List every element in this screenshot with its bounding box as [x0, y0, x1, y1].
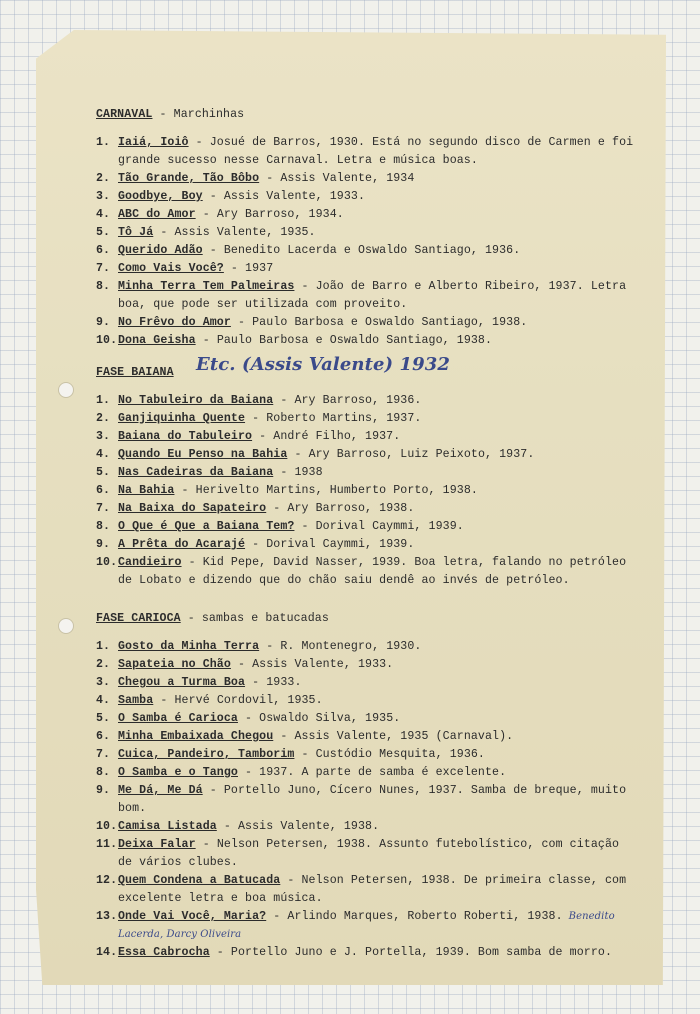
list-item [96, 554, 636, 590]
handwritten-note: Etc. (Assis Valente) 1932 [196, 354, 451, 375]
list-item [96, 638, 636, 656]
song-details: - Dorival Caymmi, 1939. [245, 538, 415, 551]
list-item [96, 428, 636, 446]
punch-hole [58, 618, 74, 634]
item-text [118, 314, 636, 332]
list-item [96, 944, 636, 962]
item-text [118, 206, 636, 224]
song-title: Na Bahia [118, 484, 175, 497]
song-title: Minha Embaixada Chegou [118, 730, 274, 743]
song-details: - Josué de Barros, 1930. Está no segundo disco de Carmen e foi grande sucesso nesse Carnaval. Letra e música boas. [118, 136, 634, 167]
song-details: - 1937 [223, 262, 274, 275]
song-details: - Nelson Petersen, 1938. Assunto futebolístico, com citação de vários clubes. [118, 838, 620, 869]
list-item [96, 206, 636, 224]
item-number: 3. [96, 430, 111, 443]
item-number: 6. [96, 484, 111, 497]
song-title: Cuica, Pandeiro, Tamborim [118, 748, 295, 761]
item-number: 8. [96, 520, 111, 533]
item-text [118, 428, 636, 446]
song-details: - Hervé Cordovil, 1935. [153, 694, 323, 707]
list-item [96, 710, 636, 728]
item-number: 10. [96, 334, 118, 347]
item-number: 1. [96, 394, 111, 407]
song-title: Quem Condena a Batucada [118, 874, 281, 887]
item-text [118, 746, 636, 764]
song-details: - Assis Valente, 1935 (Carnaval). [273, 730, 514, 743]
song-details: - Oswaldo Silva, 1935. [237, 712, 401, 725]
list-item [96, 908, 636, 944]
song-title: Minha Terra Tem Palmeiras [118, 280, 295, 293]
song-details: - 1933. [245, 676, 302, 689]
item-text [118, 500, 636, 518]
typed-text [96, 100, 636, 962]
list-item [96, 536, 636, 554]
item-text [118, 782, 636, 818]
item-text [118, 278, 636, 314]
item-text [118, 764, 636, 782]
item-text [118, 260, 636, 278]
item-text [118, 392, 636, 410]
song-title: O Samba e o Tango [118, 766, 238, 779]
item-text [118, 818, 636, 836]
item-text [118, 638, 636, 656]
item-text [118, 242, 636, 260]
song-details: - Benedito Lacerda e Oswaldo Santiago, 1936. [202, 244, 521, 257]
list-item [96, 692, 636, 710]
song-details: - Dorival Caymmi, 1939. [294, 520, 464, 533]
song-title: No Frêvo do Amor [118, 316, 231, 329]
item-number: 9. [96, 538, 111, 551]
item-text [118, 674, 636, 692]
item-number: 7. [96, 748, 111, 761]
item-text [118, 536, 636, 554]
item-number: 2. [96, 412, 111, 425]
song-title: Candieiro [118, 556, 182, 569]
handwritten-note: Benedito Lacerda, Darcy Oliveira [118, 911, 615, 940]
song-details: - André Filho, 1937. [252, 430, 401, 443]
song-title: Sapateia no Chão [118, 658, 231, 671]
list-item [96, 656, 636, 674]
song-title: Gosto da Minha Terra [118, 640, 260, 653]
item-number: 9. [96, 784, 111, 797]
item-text [118, 836, 636, 872]
song-title: Nas Cadeiras da Baiana [118, 466, 274, 479]
list-item [96, 188, 636, 206]
song-title: Baiana do Tabuleiro [118, 430, 253, 443]
item-text [118, 872, 636, 908]
song-details: - Assis Valente, 1938. [216, 820, 380, 833]
item-number: 10. [96, 820, 118, 833]
list-item [96, 392, 636, 410]
song-details: - Portello Juno, Cícero Nunes, 1937. Samba de breque, muito bom. [118, 784, 627, 815]
item-number: 1. [96, 136, 111, 149]
item-text [118, 710, 636, 728]
song-details: - Kid Pepe, David Nasser, 1939. Boa letra, falando no petróleo de Lobato e dizendo que do chão saiu dendê ao invés de petróleo. [118, 556, 627, 587]
song-title: No Tabuleiro da Baiana [118, 394, 274, 407]
song-title: ABC do Amor [118, 208, 196, 221]
item-number: 10. [96, 556, 118, 569]
list-item [96, 728, 636, 746]
item-number: 12. [96, 874, 118, 887]
item-text [118, 170, 636, 188]
item-number: 3. [96, 676, 111, 689]
song-title: Iaiá, Ioiô [118, 136, 189, 149]
song-details: - Assis Valente, 1933. [230, 658, 394, 671]
section-heading-carnaval: CARNAVAL - Marchinhas [96, 108, 245, 121]
item-number: 2. [96, 658, 111, 671]
list-item [96, 482, 636, 500]
item-number: 4. [96, 448, 111, 461]
song-details: - Ary Barroso, 1938. [266, 502, 415, 515]
item-text [118, 464, 636, 482]
song-details: - Herivelto Martins, Humberto Porto, 1938. [174, 484, 478, 497]
item-text [118, 656, 636, 674]
item-text [118, 134, 636, 170]
item-number: 6. [96, 730, 111, 743]
song-title: O Samba é Carioca [118, 712, 238, 725]
song-title: Querido Adão [118, 244, 203, 257]
list-item [96, 278, 636, 314]
item-number: 8. [96, 766, 111, 779]
item-number: 4. [96, 694, 111, 707]
song-details: - Paulo Barbosa e Oswaldo Santiago, 1938. [195, 334, 493, 347]
item-number: 7. [96, 262, 111, 275]
item-number: 5. [96, 226, 111, 239]
song-details: - 1937. A parte de samba é excelente. [237, 766, 507, 779]
baiana-list [96, 392, 636, 590]
song-title: Como Vais Você? [118, 262, 224, 275]
song-details: - Ary Barroso, 1936. [273, 394, 422, 407]
song-details: - Assis Valente, 1935. [153, 226, 316, 239]
song-details: - Arlindo Marques, Roberto Roberti, 1938. [266, 910, 563, 923]
item-number: 5. [96, 466, 111, 479]
list-item [96, 764, 636, 782]
list-item [96, 464, 636, 482]
item-text [118, 908, 636, 944]
item-text [118, 446, 636, 464]
song-details: - Ary Barroso, Luiz Peixoto, 1937. [287, 448, 535, 461]
song-details: - Assis Valente, 1934 [259, 172, 415, 185]
song-title: Onde Vai Você, Maria? [118, 910, 267, 923]
song-title: Quando Eu Penso na Bahia [118, 448, 288, 461]
song-title: Essa Cabrocha [118, 946, 210, 959]
song-title: Samba [118, 694, 154, 707]
song-title: Deixa Falar [118, 838, 196, 851]
list-item [96, 332, 636, 350]
song-title: Goodbye, Boy [118, 190, 203, 203]
list-item [96, 224, 636, 242]
song-title: Dona Geisha [118, 334, 196, 347]
list-item [96, 410, 636, 428]
list-item [96, 836, 636, 872]
list-item [96, 782, 636, 818]
song-details: - R. Montenegro, 1930. [259, 640, 422, 653]
item-text [118, 554, 636, 590]
list-item [96, 134, 636, 170]
list-item [96, 170, 636, 188]
list-item [96, 242, 636, 260]
song-title: Chegou a Turma Boa [118, 676, 246, 689]
item-text [118, 944, 636, 962]
song-details: - Nelson Petersen, 1938. De primeira classe, com excelente letra e boa música. [118, 874, 627, 905]
song-title: Tô Já [118, 226, 154, 239]
item-text [118, 188, 636, 206]
song-details: - Paulo Barbosa e Oswaldo Santiago, 1938. [230, 316, 528, 329]
list-item [96, 746, 636, 764]
song-details: - Portello Juno e J. Portella, 1939. Bom samba de morro. [209, 946, 613, 959]
item-text [118, 410, 636, 428]
song-details: - 1938 [273, 466, 323, 479]
carioca-list [96, 638, 636, 962]
song-title: Camisa Listada [118, 820, 217, 833]
list-item [96, 674, 636, 692]
item-text [118, 332, 636, 350]
item-text [118, 692, 636, 710]
song-title: O Que é Que a Baiana Tem? [118, 520, 295, 533]
section-heading-baiana: FASE BAIANA Etc. (Assis Valente) 1932 [96, 354, 451, 379]
list-item [96, 500, 636, 518]
item-number: 6. [96, 244, 111, 257]
item-number: 11. [96, 838, 118, 851]
song-title: Tão Grande, Tão Bôbo [118, 172, 260, 185]
item-number: 7. [96, 502, 111, 515]
item-number: 8. [96, 280, 111, 293]
list-item [96, 446, 636, 464]
punch-hole [58, 382, 74, 398]
song-details: - João de Barro e Alberto Ribeiro, 1937. Letra boa, que pode ser utilizada com proveito. [118, 280, 627, 311]
song-details: - Custódio Mesquita, 1936. [294, 748, 485, 761]
song-title: Ganjiquinha Quente [118, 412, 246, 425]
list-item [96, 818, 636, 836]
song-title: Me Dá, Me Dá [118, 784, 203, 797]
item-number: 1. [96, 640, 111, 653]
song-details: - Roberto Martins, 1937. [245, 412, 422, 425]
section-heading-carioca: FASE CARIOCA - sambas e batucadas [96, 612, 329, 625]
item-number: 3. [96, 190, 111, 203]
list-item [96, 314, 636, 332]
list-item [96, 518, 636, 536]
item-number: 4. [96, 208, 111, 221]
carnaval-list [96, 134, 636, 350]
item-number: 13. [96, 910, 118, 923]
item-number: 2. [96, 172, 111, 185]
item-number: 5. [96, 712, 111, 725]
list-item [96, 872, 636, 908]
song-details: - Assis Valente, 1933. [202, 190, 366, 203]
song-title: A Prêta do Acarajé [118, 538, 246, 551]
song-details: - Ary Barroso, 1934. [195, 208, 344, 221]
item-text [118, 518, 636, 536]
item-text [118, 482, 636, 500]
item-number: 14. [96, 946, 118, 959]
list-item [96, 260, 636, 278]
song-title: Na Baixa do Sapateiro [118, 502, 267, 515]
item-number: 9. [96, 316, 111, 329]
item-text [118, 224, 636, 242]
item-text [118, 728, 636, 746]
